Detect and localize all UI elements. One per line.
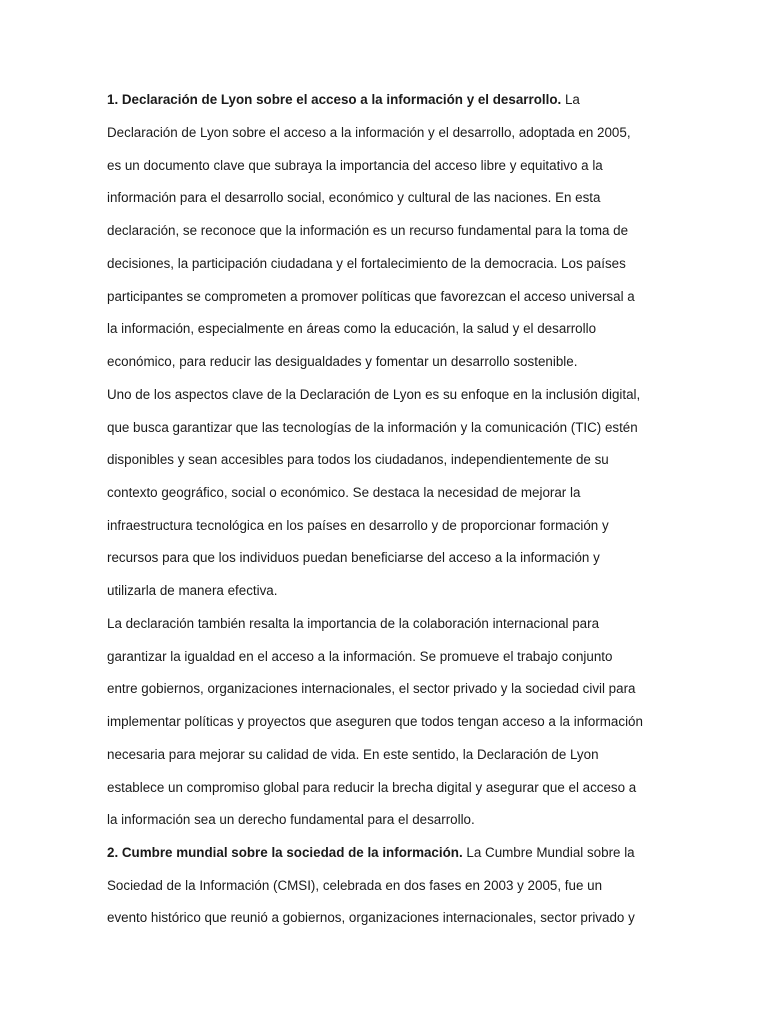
text-line: Declaración de Lyon sobre el acceso a la información y el desarrollo, adoptada en 2005, [107, 125, 631, 140]
text-line: disponibles y sean accesibles para todos los ciudadanos, independientemente de su [107, 452, 609, 467]
section-2-first-line-text: La Cumbre Mundial sobre la [462, 845, 635, 860]
text-line: implementar políticas y proyectos que aseguren que todos tengan acceso a la información [107, 714, 643, 729]
text-line: La declaración también resalta la importancia de la colaboración internacional para [107, 616, 600, 631]
text-line: entre gobiernos, organizaciones internacionales, el sector privado y la sociedad civil para [107, 681, 636, 696]
section-1-heading: 1. Declaración de Lyon sobre el acceso a la información y el desarrollo. [107, 92, 562, 107]
text-line: decisiones, la participación ciudadana y el fortalecimiento de la democracia. Los países [107, 256, 626, 271]
text-line: recursos para que los individuos puedan beneficiarse del acceso a la información y [107, 550, 600, 565]
text-line: la información sea un derecho fundamental para el desarrollo. [107, 812, 475, 827]
text-line: garantizar la igualdad en el acceso a la información. Se promueve el trabajo conjunto [107, 649, 613, 664]
text-line: que busca garantizar que las tecnologías de la información y la comunicación (TIC) estén [107, 420, 638, 435]
text-line: económico, para reducir las desigualdades y fomentar un desarrollo sostenible. [107, 354, 578, 369]
section-2-heading-line [107, 845, 635, 861]
section-2-heading: 2. Cumbre mundial sobre la sociedad de la información. [107, 845, 463, 860]
text-line: establece un compromiso global para reducir la brecha digital y asegurar que el acceso a [107, 780, 637, 795]
text-line: necesaria para mejorar su calidad de vida. En este sentido, la Declaración de Lyon [107, 747, 599, 762]
text-line: infraestructura tecnológica en los países en desarrollo y de proporcionar formación y [107, 518, 609, 533]
text-line: Uno de los aspectos clave de la Declaración de Lyon es su enfoque en la inclusión digital, [107, 387, 641, 402]
text-line: es un documento clave que subraya la importancia del acceso libre y equitativo a la [107, 158, 603, 173]
text-line: utilizarla de manera efectiva. [107, 583, 278, 598]
section-1-first-line-text: La [561, 92, 580, 107]
text-line: evento histórico que reunió a gobiernos, organizaciones internacionales, sector privado y [107, 910, 635, 925]
text-line: la información, especialmente en áreas como la educación, la salud y el desarrollo [107, 321, 597, 336]
text-line: participantes se comprometen a promover políticas que favorezcan el acceso universal a [107, 289, 635, 304]
text-line: declaración, se reconoce que la información es un recurso fundamental para la toma de [107, 223, 629, 238]
text-line: contexto geográfico, social o económico. Se destaca la necesidad de mejorar la [107, 485, 581, 500]
text-line: información para el desarrollo social, económico y cultural de las naciones. En esta [107, 190, 601, 205]
text-line: Sociedad de la Información (CMSI), celebrada en dos fases en 2003 y 2005, fue un [107, 878, 603, 893]
section-1-heading-line [107, 92, 580, 108]
